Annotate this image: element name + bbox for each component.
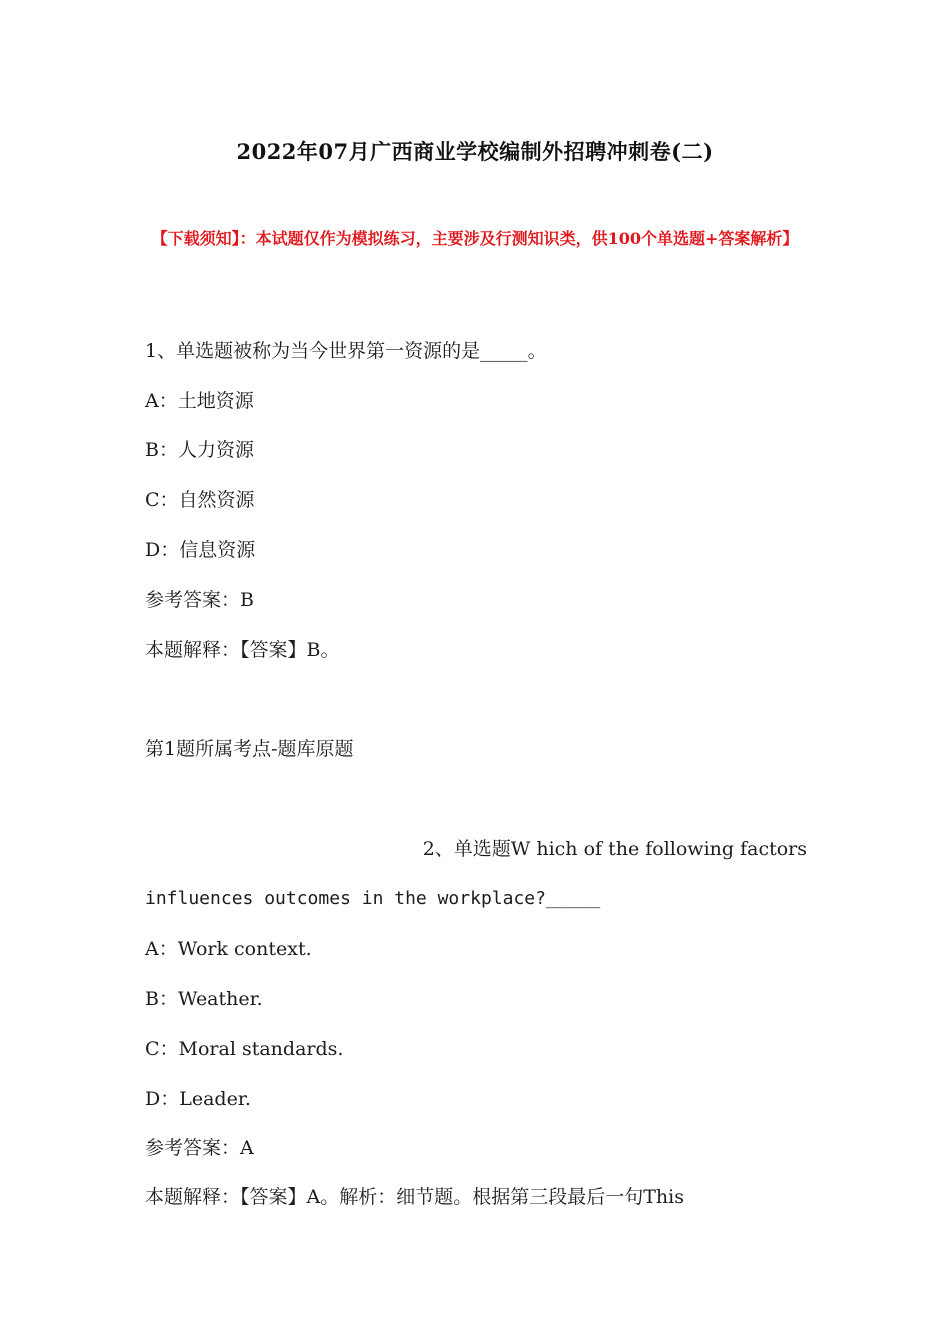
question-1-option-d: D：信息资源 [145,539,256,561]
question-2-stem-line-2: influences outcomes in the workplace?_____ [145,888,601,909]
question-2-explanation: 本题解释：【答案】A。解析：细节题。根据第三段最后一句This [145,1186,684,1208]
question-1-knowledge-point: 第1题所属考点-题库原题 [145,738,354,760]
question-2-option-a: A：Work context. [145,938,312,960]
question-1-stem: 1、单选题被称为当今世界第一资源的是_____。 [145,340,547,362]
question-1-answer: 参考答案：B [145,589,254,611]
question-1-option-b: B：人力资源 [145,439,254,461]
question-2-option-c: C：Moral standards. [145,1038,344,1060]
question-2-option-b: B：Weather. [145,988,263,1010]
question-2-option-d: D：Leader. [145,1088,251,1110]
question-1-option-c: C：自然资源 [145,489,255,511]
document-title: 2022年07月广西商业学校编制外招聘冲刺卷(二) [236,139,714,164]
question-2-stem-line-1: 2、单选题W hich of the following factors [422,838,807,860]
download-notice: 【下载须知】：本试题仅作为模拟练习，主要涉及行测知识类，供100个单选题+答案解析】 [151,229,799,248]
question-1-explanation: 本题解释：【答案】B。 [145,639,340,661]
question-1-option-a: A：土地资源 [145,390,254,412]
question-2-answer: 参考答案：A [145,1137,254,1159]
